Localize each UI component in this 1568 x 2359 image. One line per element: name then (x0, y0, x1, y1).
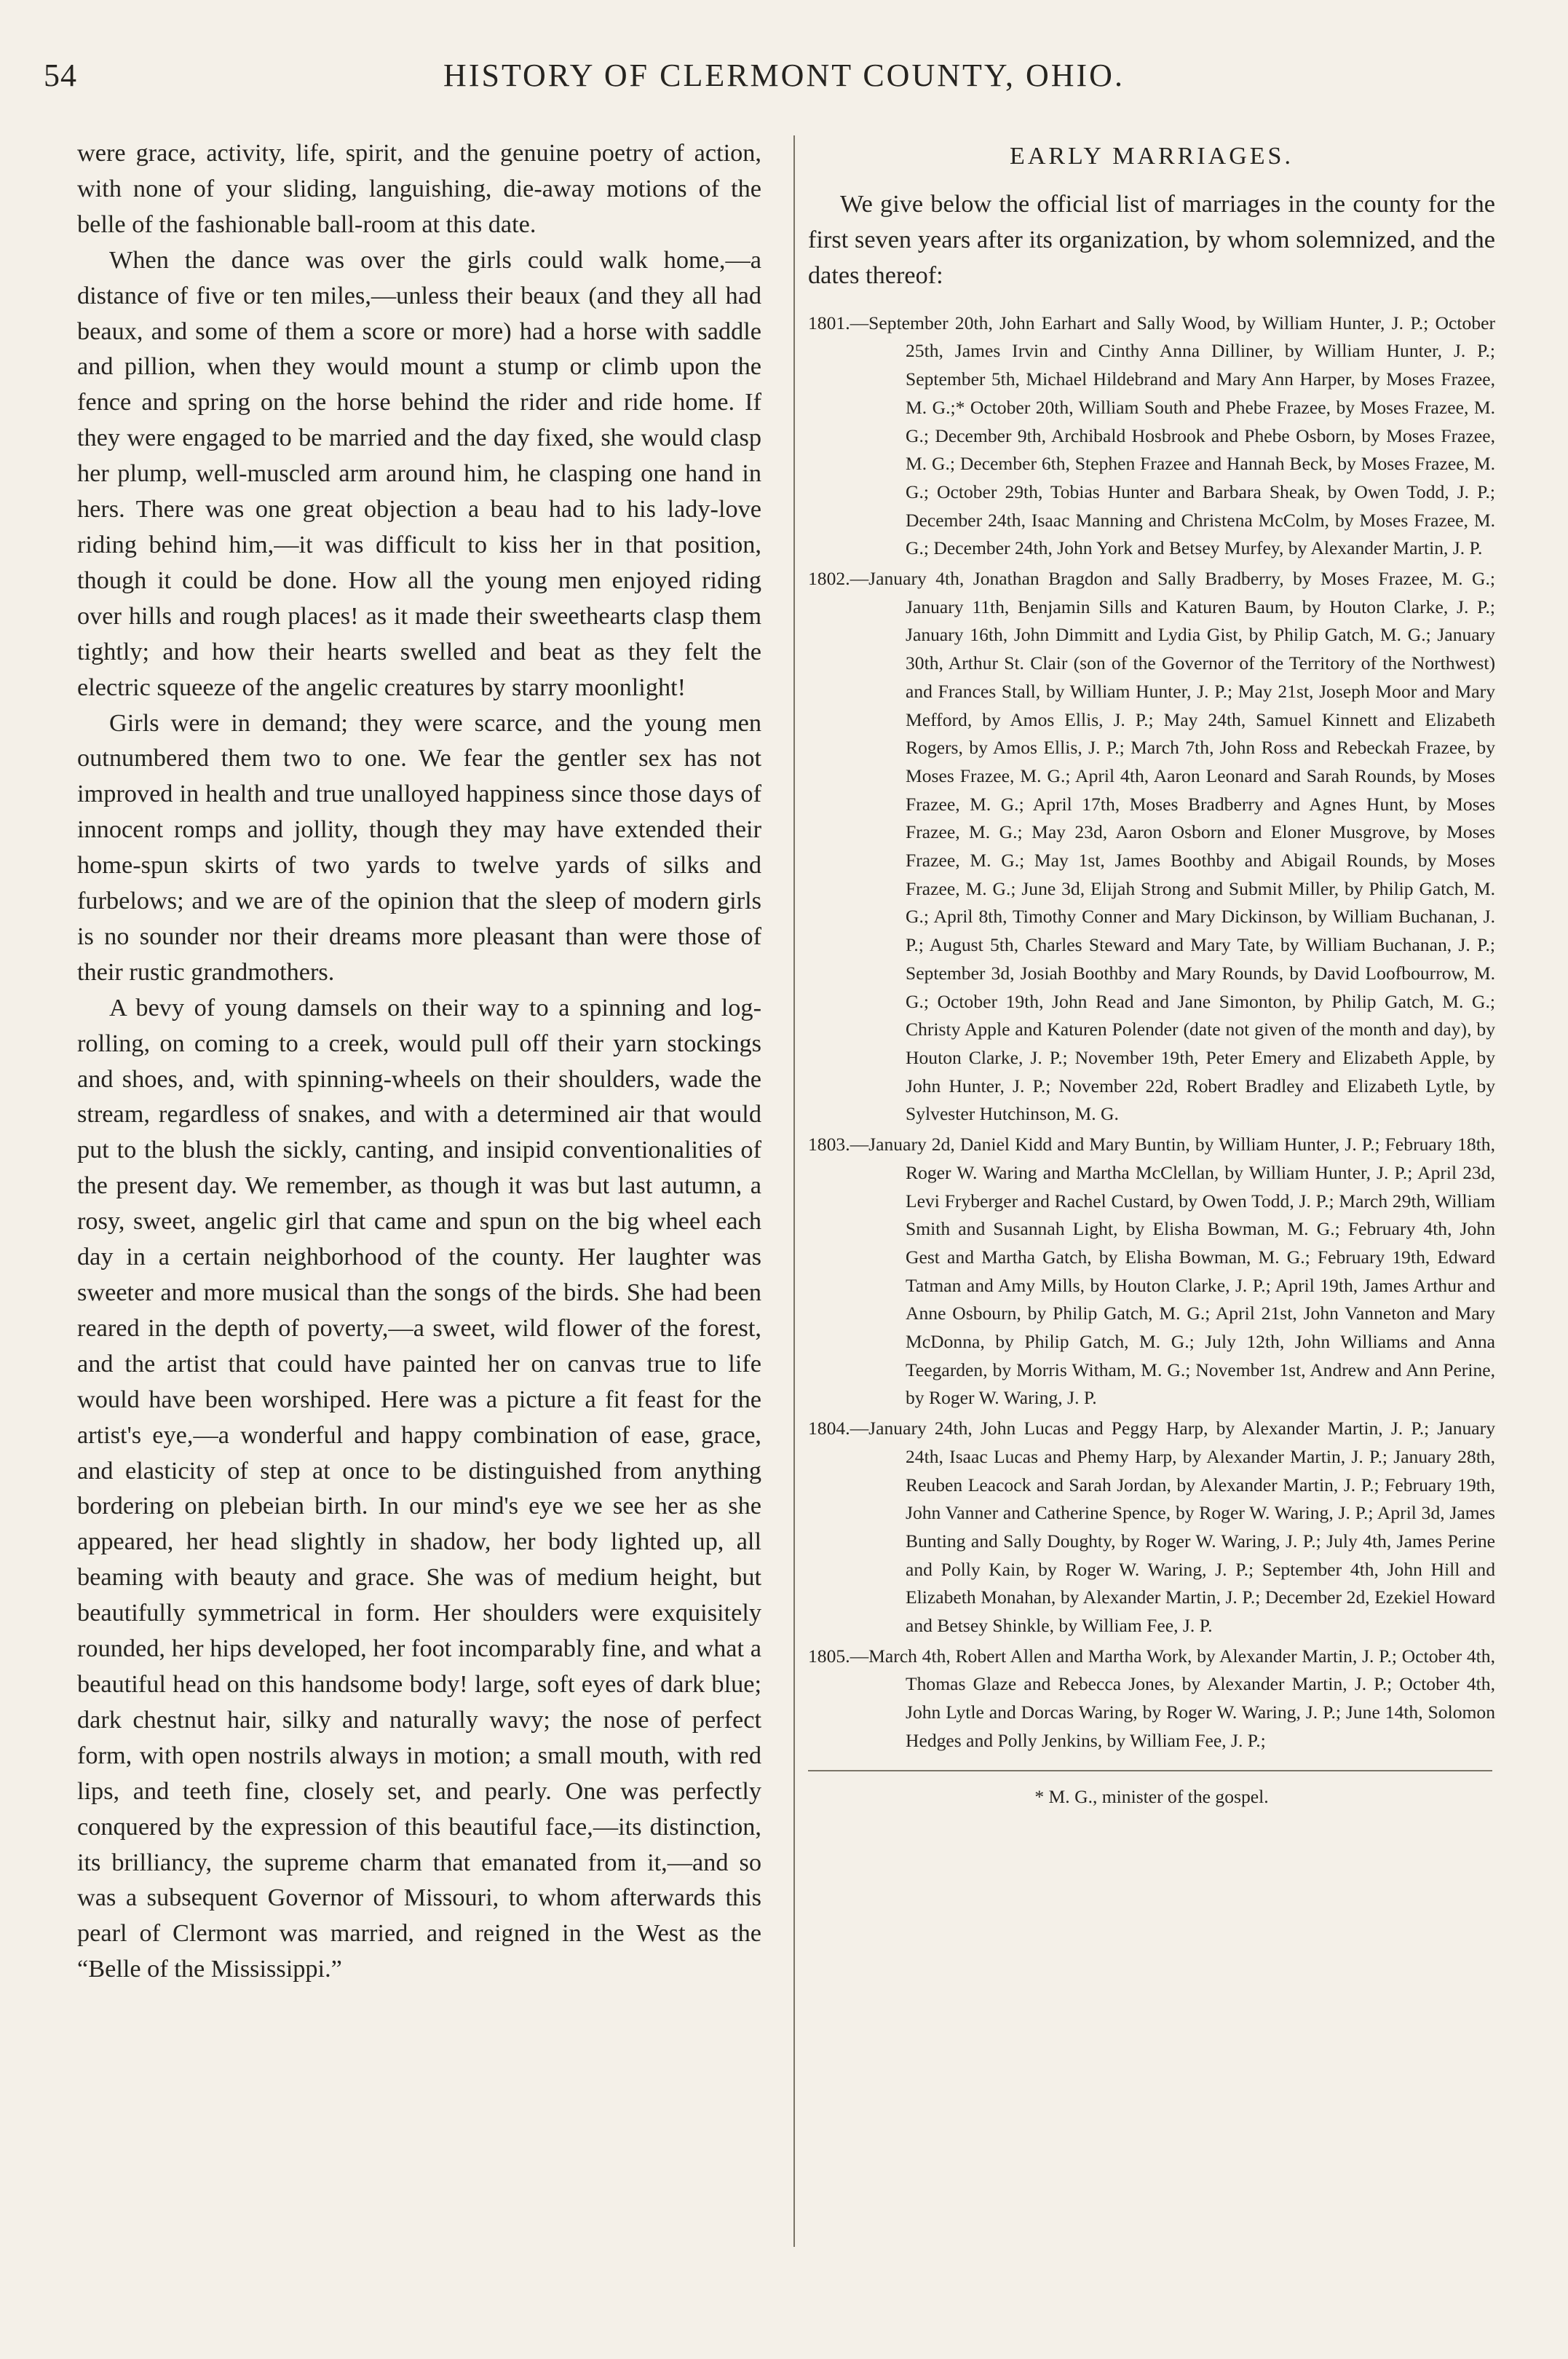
left-paragraph: Girls were in demand; they were scarce, and the young men outnumbered them two to one. We fear the gentler sex has not improved in health and true unalloyed happiness since those days of innocent romps and jollity, though they may have extended their home-spun skirts of two yards to twelve yards of silks and furbelows; and we are of the opinion that the sleep of modern girls is no sounder nor their dreams more pleasant than were those of their rustic grandmothers. (77, 708, 761, 986)
right-column (808, 135, 1495, 2312)
marriage-year-entry: 1802.—January 4th, Jonathan Bragdon and Sally Bradberry, by Moses Frazee, M. G.; January 11th, Benjamin Sills and Katuren Baum, by Houton Clarke, J. P.; January 16th, John Dimmitt and Lydia Gist, by Philip Gatch, M. G.; January 30th, Arthur St. Clair (son of the Governor of the Territory of the Northwest) and Frances Stall, by William Hunter, J. P.; May 21st, Joseph Moor and Mary Mefford, by Amos Ellis, J. P.; May 24th, Samuel Kinnett and Elizabeth Rogers, by Amos Ellis, J. P.; March 7th, John Ross and Rebeckah Frazee, by Moses Frazee, M. G.; April 4th, Aaron Leonard and Sarah Rounds, by Moses Frazee, M. G.; April 17th, Moses Bradberry and Agnes Hunt, by Moses Frazee, M. G.; May 23d, Aaron Osborn and Eloner Musgrove, by Moses Frazee, M. G.; May 1st, James Boothby and Abigail Rounds, by Moses Frazee, M. G.; June 3d, Elijah Strong and Submit Miller, by Philip Gatch, M. G.; April 8th, Timothy Conner and Mary Dickinson, by William Buchanan, J. P.; August 5th, Charles Steward and Mary Tate, by William Buchanan, J. P.; September 3d, Josiah Boothby and Mary Rounds, by David Loofbourrow, M. G.; October 19th, John Read and Jane Simonton, by Philip Gatch, M. G.; Christy Apple and Katuren Polender (date not given of the month and day), by Houton Clarke, J. P.; November 19th, Peter Emery and Elizabeth Apple, by John Hunter, J. P.; November 22d, Robert Bradley and Elizabeth Lytle, by Sylvester Hutchinson, M. G. (808, 568, 1495, 1125)
marriage-year-entry: 1803.—January 2d, Daniel Kidd and Mary Buntin, by William Hunter, J. P.; February 18th, Roger W. Waring and Martha McClellan, by William Hunter, J. P.; April 23d, Levi Fryberger and Rachel Custard, by Owen Todd, J. P.; March 29th, William Smith and Susannah Light, by Elisha Bowman, M. G.; February 4th, John Gest and Martha Gatch, by Elisha Bowman, M. G.; February 19th, Edward Tatman and Amy Mills, by Houton Clarke, J. P.; April 19th, James Arthur and Anne Osbourn, by Philip Gatch, M. G.; April 21st, John Vanneton and Mary McDonna, by Philip Gatch, M. G.; July 12th, John Williams and Anna Teegarden, by Morris Witham, M. G.; November 1st, Andrew and Ann Perine, by Roger W. Waring, J. P. (808, 1134, 1495, 1409)
footnote: * M. G., minister of the gospel. (1034, 1785, 1269, 1807)
left-paragraph: When the dance was over the girls could walk home,—a distance of five or ten miles,—unless their beaux (and they all had beaux, and some of them a score or more) had a horse with saddle and pillion, when they would mount a stump or climb upon the fence and spring on the horse behind the rider and ride home. If they were engaged to be married and the day fixed, she would clasp her plump, well-muscled arm around him, he clasping one hand in hers. There was one great objection a beau had to his lady-love riding behind him,—it was difficult to kiss her in that position, though it could be done. How all the young men enjoyed riding over hills and rough places! as it made their sweethearts clasp them tightly; and how their hearts swelled and beat as they felt the electric squeeze of the angelic creatures by starry moonlight! (77, 245, 761, 701)
section-intro: We give below the official list of marriages in the county for the first seven years after its organization, by whom solemnized, and the dates thereof: (808, 190, 1495, 289)
left-paragraph: were grace, activity, life, spirit, and the genuine poetry of action, with none of your sliding, languishing, die-away motions of the belle of the fashionable ball-room at this date. (77, 139, 761, 238)
marriage-year-entry: 1801.—September 20th, John Earhart and Sally Wood, by William Hunter, J. P.; October 25th, James Irvin and Cinthy Anna Dilliner, by William Hunter, J. P.; September 5th, Michael Hildebrand and Mary Ann Harper, by Moses Frazee, M. G.;* October 20th, William South and Phebe Frazee, by Moses Frazee, M. G.; December 9th, Archibald Hosbrook and Phebe Osborn, by Moses Frazee, M. G.; December 6th, Stephen Frazee and Hannah Beck, by Moses Frazee, M. G.; October 29th, Tobias Hunter and Barbara Sheak, by Owen Todd, J. P.; December 24th, Isaac Manning and Christena McColm, by Moses Frazee, M. G.; December 24th, John York and Betsey Murfey, by Alexander Martin, J. P. (808, 312, 1495, 559)
left-paragraph: A bevy of young damsels on their way to a spinning and log-rolling, on coming to a creek, would pull off their yarn stockings and shoes, and, with spinning-wheels on their shoulders, wade the stream, regardless of snakes, and with a determined air that would put to the blush the sickly, canting, and insipid conventionalities of the present day. We remember, as though it was but last autumn, a rosy, sweet, angelic girl that came and spun on the big wheel each day in a certain neighborhood of the county. Her laughter was sweeter and more musical than the songs of the birds. She had been reared in the depth of poverty,—a sweet, wild flower of the forest, and the artist that could have painted her on canvas true to life would have been worshiped. Here was a picture a fit feast for the artist's eye,—a wonderful and happy combination of ease, grace, and elasticity of step at once to be distinguished from anything bordering on plebeian birth. In our mind's eye we see her as she appeared, her head slightly in shadow, her body lighted up, all beaming with beauty and grace. She was of medium height, but beautifully symmetrical in form. Her shoulders were exquisitely rounded, her hips developed, her foot incomparably fine, and what a beautiful head on this handsome body! large, soft eyes of dark blue; dark chestnut hair, silky and naturally wavy; the nose of perfect form, with open nostrils always in motion; a small mouth, with red lips, and teeth fine, closely set, and pearly. One was perfectly conquered by the expression of this beautiful face,—its distinction, its brilliancy, the supreme charm that emanated from it,—and so was a subsequent Governor of Missouri, to whom afterwards this pearl of Clermont was married, and reigned in the West as the “Belle of the Mississippi.” (77, 993, 761, 1983)
marriage-year-entry: 1805.—March 4th, Robert Allen and Martha Work, by Alexander Martin, J. P.; October 4th, Thomas Glaze and Rebecca Jones, by Alexander Martin, J. P.; October 4th, John Lytle and Dorcas Waring, by Roger W. Waring, J. P.; June 14th, Solomon Hedges and Polly Jenkins, by William Fee, J. P.; (808, 1645, 1495, 1751)
left-column (77, 135, 761, 2312)
marriage-year-entry: 1804.—January 24th, John Lucas and Peggy Harp, by Alexander Martin, J. P.; January 24th, Isaac Lucas and Phemy Harp, by Alexander Martin, J. P.; January 28th, Reuben Leacock and Sarah Jordan, by Alexander Martin, J. P.; February 19th, John Vanner and Catherine Spence, by Roger W. Waring, J. P.; April 3d, James Bunting and Sally Doughty, by Roger W. Waring, J. P.; July 4th, James Perine and Polly Kain, by Roger W. Waring, J. P.; September 4th, John Hill and Elizabeth Monahan, by Alexander Martin, J. P.; December 2d, Ezekiel Howard and Betsey Shinkle, by William Fee, J. P. (808, 1418, 1495, 1637)
footnote-rule (808, 1770, 1492, 1771)
running-head: HISTORY OF CLERMONT COUNTY, OHIO. (443, 58, 1125, 93)
column-divider (793, 135, 795, 2247)
section-heading: EARLY MARRIAGES. (1010, 143, 1294, 170)
page-number: 54 (44, 58, 77, 93)
